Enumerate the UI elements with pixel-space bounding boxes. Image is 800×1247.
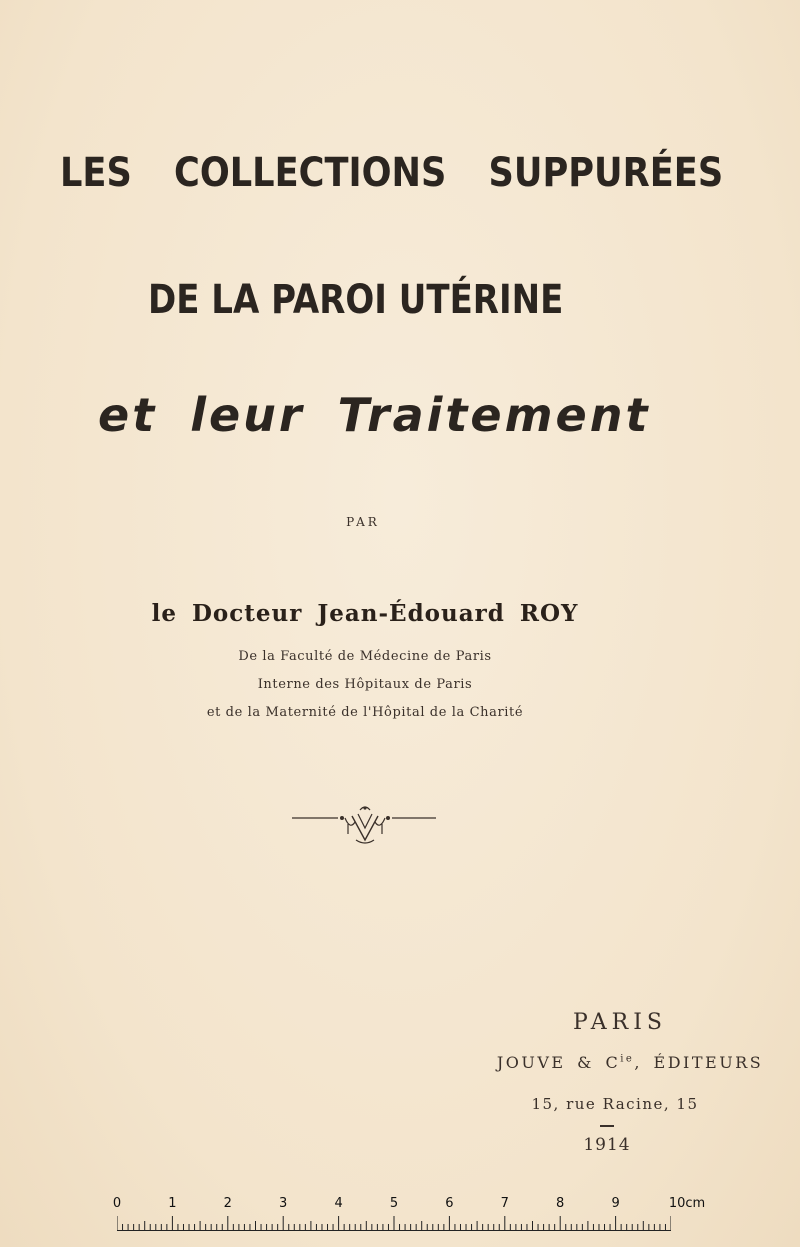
publisher-name-sup: ie xyxy=(620,1053,635,1065)
ruler-label: 7 xyxy=(500,1196,509,1211)
publisher-city: PARIS xyxy=(573,1010,667,1035)
publication-year: 1914 xyxy=(583,1135,631,1155)
separator-dash xyxy=(600,1125,614,1127)
affiliation-3: et de la Maternité de l'Hôpital de la Charité xyxy=(206,705,524,720)
title-line-2: DE LA PAROI UTÉRINE xyxy=(148,277,564,323)
ruler-label: 4 xyxy=(334,1196,343,1211)
author-name: le Docteur Jean-Édouard ROY xyxy=(151,600,579,627)
title-line-3: et leur Traitement xyxy=(98,388,651,442)
ruler-label: 6 xyxy=(445,1196,454,1211)
publisher-name-prefix: JOUVE & C xyxy=(496,1053,621,1072)
ruler-label: 10cm xyxy=(668,1196,706,1211)
par-label: PAR xyxy=(346,515,380,529)
title-line-1: LES COLLECTIONS SUPPURÉES xyxy=(60,150,724,196)
scale-ruler xyxy=(110,1196,706,1236)
ruler-label: 5 xyxy=(389,1196,399,1211)
ruler-ticks xyxy=(117,1216,671,1231)
publisher-name xyxy=(470,1053,790,1072)
publisher-address: 15, rue Racine, 15 xyxy=(531,1095,699,1113)
ruler-label: 3 xyxy=(279,1196,288,1211)
affiliation-1: De la Faculté de Médecine de Paris xyxy=(238,649,492,664)
ruler-label: 2 xyxy=(223,1196,232,1211)
ruler-label: 9 xyxy=(611,1196,620,1211)
affiliation-2: Interne des Hôpitaux de Paris xyxy=(257,677,473,692)
publisher-name-suffix: , ÉDITEURS xyxy=(634,1053,764,1072)
ornament-icon xyxy=(290,800,440,850)
ruler-label: 1 xyxy=(168,1196,177,1211)
ruler-label: 0 xyxy=(112,1196,122,1211)
ruler-label: 8 xyxy=(556,1196,565,1211)
